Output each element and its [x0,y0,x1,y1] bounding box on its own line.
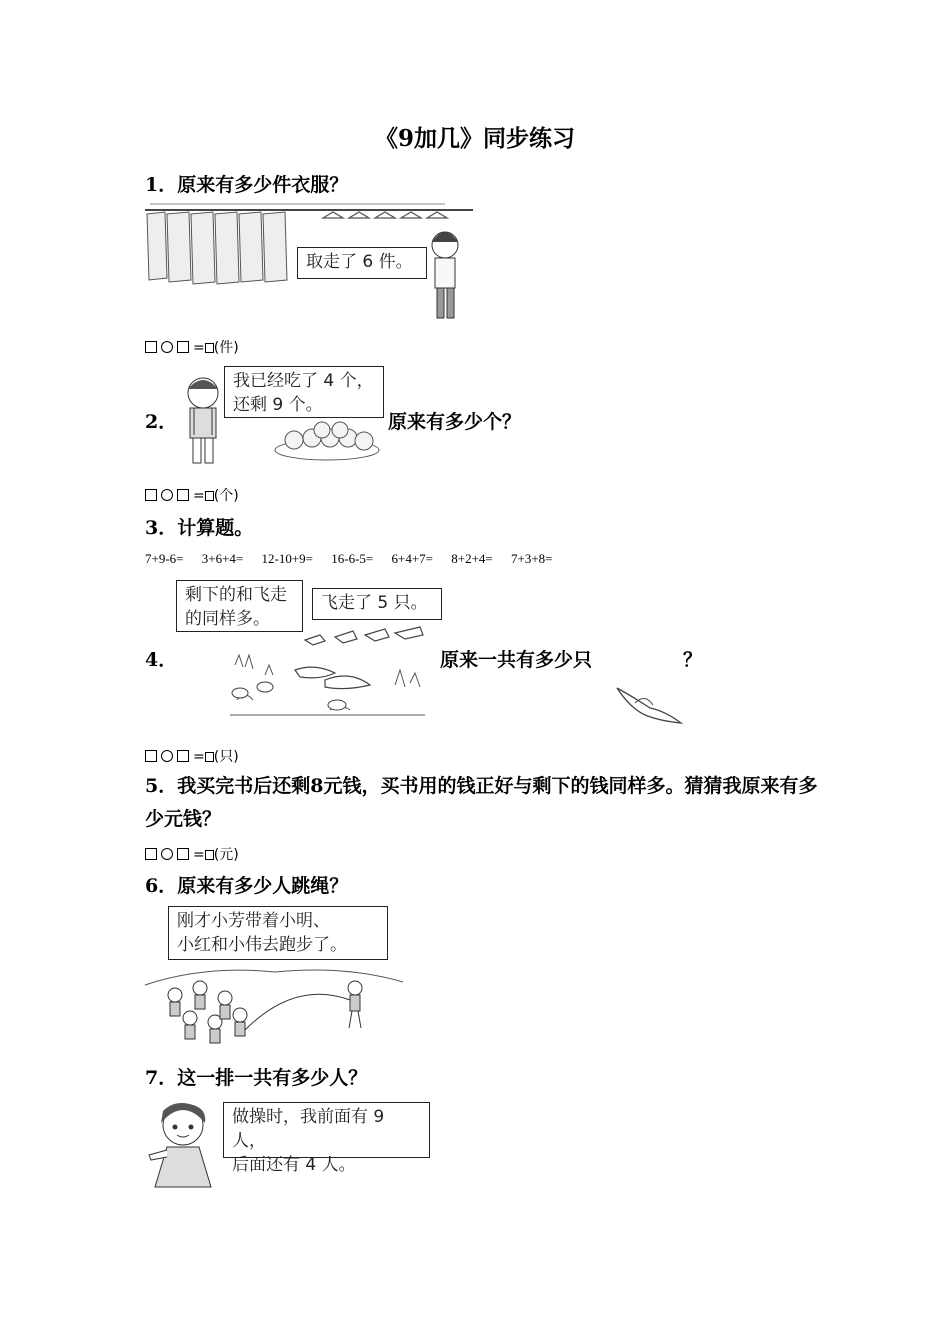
question-4-number: 4． [145,649,178,671]
calc-item: 7+9-6= [145,551,184,566]
answer-template-q5 [145,844,239,864]
result-box[interactable] [205,850,214,860]
operator-circle[interactable] [161,341,173,353]
calc-item: 3+6+4= [201,551,244,566]
answer-template-q4 [145,746,239,766]
question-4-text: 原来一共有多少只 [440,649,593,671]
calc-item: 7+3+8= [511,551,553,566]
operator-circle[interactable] [161,750,173,762]
unit-label: (元) [213,847,239,863]
calculation-list [145,551,568,567]
calc-item: 8+2+4= [451,551,493,566]
girl-illustration [145,1095,225,1195]
question-2-text: 原来有多少个？ [388,411,522,433]
question-3: 3．计算题。 [145,517,254,539]
speech-bubble-q1: 取走了 6 件。 [297,247,427,279]
answer-template-q2 [145,485,239,505]
speech-bubble-q2 [224,366,384,418]
bubble-line: 的同样多。 [185,609,270,629]
result-box[interactable] [205,343,214,353]
equals-sign: = [193,847,205,863]
question-7: 7．这一排一共有多少人？ [145,1067,368,1089]
unit-label: (只) [213,749,239,765]
geese-illustration [225,625,430,725]
question-6: 6．原来有多少人跳绳？ [145,875,349,897]
answer-box[interactable] [177,341,189,353]
answer-box[interactable] [145,489,157,501]
operator-circle[interactable] [161,848,173,860]
result-box[interactable] [205,491,214,501]
question-2-number: 2． [145,411,178,433]
operator-circle[interactable] [161,489,173,501]
answer-box[interactable] [145,750,157,762]
equals-sign: = [193,749,205,765]
unit-label: (个) [213,488,239,504]
bubble-line: 我已经吃了 4 个， [233,371,374,391]
result-box[interactable] [205,752,214,762]
calc-item: 6+4+7= [391,551,433,566]
bubble-line: 刚才小芳带着小明、 [177,911,330,931]
bubble-line: 小红和小伟去跑步了。 [177,935,347,955]
speech-bubble-q6 [168,906,388,960]
bubble-line: 剩下的和飞走 [185,585,287,605]
calc-item: 16-6-5= [331,551,374,566]
apple-plate-illustration [272,418,382,463]
page-title: 《9加几》同步练习 [374,125,575,152]
answer-box[interactable] [145,848,157,860]
bubble-line: 后面还有 4 人。 [232,1155,356,1175]
question-4-qmark: ？ [683,649,703,671]
question-1: 1．原来有多少件衣服？ [145,174,349,196]
answer-template-q1 [145,337,239,357]
speech-bubble-q7 [223,1102,430,1175]
calc-item: 12-10+9= [261,551,313,566]
answer-box[interactable] [177,489,189,501]
equals-sign: = [193,488,205,504]
children-jumping-rope-illustration [145,960,405,1055]
unit-label: (件) [213,340,239,356]
equals-sign: = [193,340,205,356]
speech-bubble-q4-right: 飞走了 5 只。 [312,588,442,620]
answer-box[interactable] [177,848,189,860]
boy-illustration [178,375,228,470]
answer-box[interactable] [145,341,157,353]
flying-goose-illustration [615,683,685,728]
question-5: 5．我买完书后还剩8元钱，买书用的钱正好与剩下的钱同样多。猜猜我原来有多少元钱？ [145,775,818,830]
bubble-line: 做操时，我前面有 9 人， [232,1107,385,1151]
bubble-line: 还剩 9 个。 [233,395,323,415]
answer-box[interactable] [177,750,189,762]
